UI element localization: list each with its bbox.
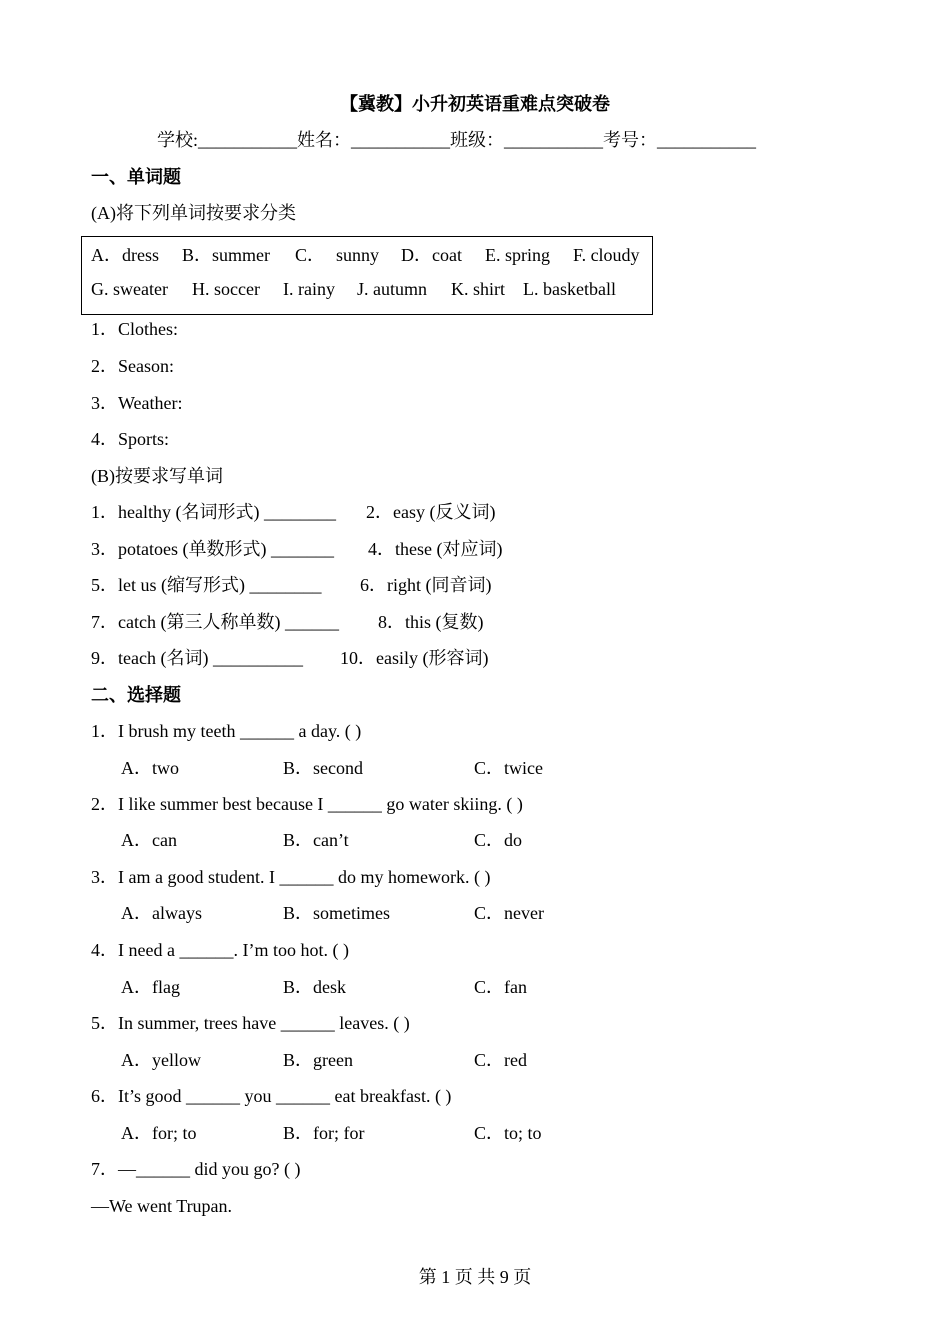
question: 5．In summer, trees have ______ leaves. ( ) bbox=[91, 1013, 410, 1033]
question: 4．I need a ______. I’m too hot. ( ) bbox=[91, 940, 349, 960]
category-season: 2．Season: bbox=[91, 356, 174, 376]
word-d: D．coat bbox=[401, 245, 462, 265]
word-k: K. shirt bbox=[451, 279, 505, 299]
option-a: A．yellow bbox=[121, 1050, 201, 1070]
partB-item: 8．this (复数) bbox=[378, 612, 484, 632]
question: 7．—______ did you go? ( ) bbox=[91, 1159, 301, 1179]
word-c-label: C． bbox=[295, 245, 326, 265]
option-c: C．red bbox=[474, 1050, 527, 1070]
option-b: B．desk bbox=[283, 977, 346, 997]
partB-item: 5．let us (缩写形式) ________ bbox=[91, 575, 322, 595]
option-a: A．for; to bbox=[121, 1123, 197, 1143]
option-b: B．green bbox=[283, 1050, 353, 1070]
word-h: H. soccer bbox=[192, 279, 260, 299]
category-sports: 4．Sports: bbox=[91, 429, 170, 449]
question: 2．I like summer best because I ______ go water skiing. ( ) bbox=[91, 794, 523, 814]
partB-item: 2．easy (反义词) bbox=[366, 502, 496, 522]
question: 6．It’s good ______ you ______ eat breakfast. ( ) bbox=[91, 1086, 452, 1106]
word-g: G. sweater bbox=[91, 279, 168, 299]
partB-item: 10．easily (形容词) bbox=[340, 648, 489, 668]
partB-item: 9．teach (名词) __________ bbox=[91, 648, 303, 668]
partB-item: 3．potatoes (单数形式) _______ bbox=[91, 539, 334, 559]
option-c: C．to; to bbox=[474, 1123, 542, 1143]
option-b: B．sometimes bbox=[283, 903, 390, 923]
question: 3．I am a good student. I ______ do my homework. ( ) bbox=[91, 867, 491, 887]
option-c: C．never bbox=[474, 903, 544, 923]
option-a: A．can bbox=[121, 830, 177, 850]
category-weather: 3．Weather: bbox=[91, 393, 183, 413]
word-j: J. autumn bbox=[357, 279, 427, 299]
section1-heading: 一、单词题 bbox=[91, 167, 181, 187]
word-c: sunny bbox=[336, 245, 380, 265]
option-c: C．twice bbox=[474, 758, 543, 778]
option-a: A．two bbox=[121, 758, 179, 778]
page-title: 【冀教】小升初英语重难点突破卷 bbox=[340, 94, 610, 114]
option-b: B．second bbox=[283, 758, 363, 778]
partB-item: 7．catch (第三人称单数) ______ bbox=[91, 612, 339, 632]
option-a: A．flag bbox=[121, 977, 180, 997]
option-b: B．for; for bbox=[283, 1123, 365, 1143]
word-e: E. spring bbox=[485, 245, 550, 265]
partB-item: 4．these (对应词) bbox=[368, 539, 503, 559]
page-footer: 第 1 页 共 9 页 bbox=[418, 1267, 532, 1287]
partB-item: 1．healthy (名词形式) ________ bbox=[91, 502, 336, 522]
option-a: A．always bbox=[121, 903, 202, 923]
option-c: C．do bbox=[474, 830, 523, 850]
word-f: F. cloudy bbox=[573, 245, 640, 265]
option-c: C．fan bbox=[474, 977, 527, 997]
word-a: A．dress bbox=[91, 245, 159, 265]
word-b: B．summer bbox=[182, 245, 270, 265]
answer-line: —We went Trupan. bbox=[91, 1196, 233, 1216]
student-info-line: 学校:___________姓名：___________班级：___________考号：___________ bbox=[157, 130, 756, 150]
category-clothes: 1．Clothes: bbox=[91, 319, 179, 339]
question: 1．I brush my teeth ______ a day. ( ) bbox=[91, 721, 362, 741]
partA-instruction: (A)将下列单词按要求分类 bbox=[91, 203, 296, 223]
partB-item: 6．right (同音词) bbox=[360, 575, 492, 595]
partB-instruction: (B)按要求写单词 bbox=[91, 466, 223, 486]
word-l: L. basketball bbox=[523, 279, 616, 299]
option-b: B．can’t bbox=[283, 830, 349, 850]
section2-heading: 二、选择题 bbox=[91, 685, 181, 705]
word-i: I. rainy bbox=[283, 279, 335, 299]
